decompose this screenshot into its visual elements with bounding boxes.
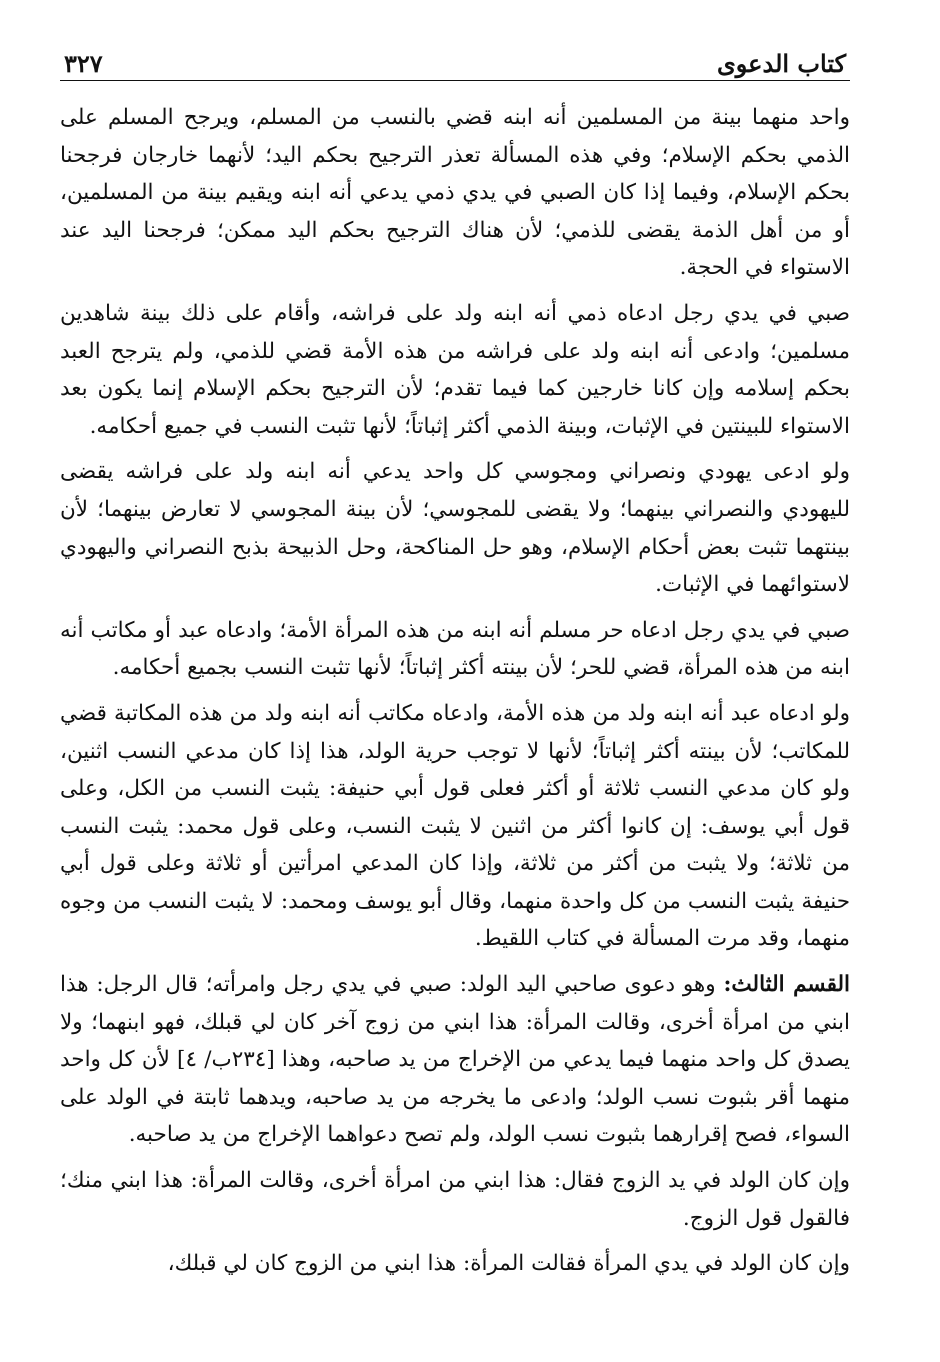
section-heading: القسم الثالث:	[723, 972, 850, 998]
paragraph	[60, 1245, 850, 1283]
paragraph	[60, 99, 850, 287]
page-number: ٣٢٧	[64, 49, 103, 78]
running-header	[60, 38, 850, 81]
book-title: كتاب الدعوى	[716, 49, 846, 78]
paragraph	[60, 966, 850, 1154]
paragraph-text: ولو ادعاه عبد أنه ابنه ولد من هذه الأمة، وادعاه مكاتب أنه ابنه ولد من هذه المكاتبة قضي للمكاتب؛ لأن بينته أكثر إثباتاً؛ لأنها لا توجب حرية الولد، هذا إذا كان مدعي النسب اثنين، ولو كان مدعي النسب ثلاثة أو أكثر فعلى قول أبي حنيفة: يثبت النسب من الكل، وعلى قول أبي يوسف: إن كانوا أكثر من اثنين لا يثبت النسب، وعلى قول محمد: يثبت النسب من ثلاثة؛ ولا يثبت من أكثر من ثلاثة، وإذا كان المدعي امرأتين أو ثلاثة وعلى قول أبي حنيفة يثبت النسب من كل واحدة منهما، وقال أبو يوسف ومحمد: لا يثبت النسب من وجوه منهما، وقد مرت المسألة في كتاب اللقيط.	[60, 700, 850, 952]
paragraph	[60, 695, 850, 958]
page-body	[60, 99, 850, 1283]
paragraph	[60, 1162, 850, 1237]
paragraph	[60, 295, 850, 445]
paragraph-text: وهو دعوى صاحبي اليد الولد: صبي في يدي رجل وامرأته؛ قال الرجل: هذا ابني من امرأة أخرى، وقالت المرأة: هذا ابني من زوج آخر كان لي قبلك، فهو ابنهما؛ ولا يصدق كل واحد منهما فيما يدعي من الإخراج من يد صاحبه، وهذا [٢٣٤ب/ ٤] لأن كل واحد منهما أقر بثبوت نسب الولد؛ وادعى ما يخرجه من يد صاحبه، ويدهما ثابتة في الولد على السواء، فصح إقرارهما بثبوت نسب الولد، ولم تصح دعواهما الإخراج من يد صاحبه.	[60, 972, 850, 1148]
paragraph-text: وإن كان الولد في يدي المرأة فقالت المرأة: هذا ابني من الزوج كان لي قبلك،	[167, 1251, 850, 1277]
paragraph-text: صبي في يدي رجل ادعاه ذمي أنه ابنه ولد على فراشه، وأقام على ذلك بينة شاهدين مسلمين؛ وادعى أنه ابنه ولد على فراشه من هذه الأمة قضي للذمي، ولم يترجح العبد بحكم إسلامه وإن كانا خارجين كما فيما تقدم؛ لأن الترجيح بحكم الإسلام إنما يكون بعد الاستواء للبينتين في الإثبات، وبينة الذمي أكثر إثباتاً؛ لأنها تثبت النسب في جميع أحكامه.	[60, 300, 850, 439]
paragraph-text: وإن كان الولد في يد الزوج فقال: هذا ابني من امرأة أخرى، وقالت المرأة: هذا ابني منك؛ فالقول قول الزوج.	[60, 1168, 850, 1231]
paragraph-text: ولو ادعى يهودي ونصراني ومجوسي كل واحد يدعي أنه ابنه ولد على فراشه يقضى لليهودي والنصراني بينهما؛ ولا يقضى للمجوسي؛ لأن بينة المجوسي لا تعارض بينهما؛ لأن بينتهما تثبت بعض أحكام الإسلام، وهو حل المناكحة، وحل الذبيحة بذبح النصراني واليهودي لاستوائهما في الإثبات.	[60, 459, 850, 598]
paragraph-text: صبي في يدي رجل ادعاه حر مسلم أنه ابنه من هذه المرأة الأمة؛ وادعاه عبد أو مكاتب أنه ابنه من هذه المرأة، قضي للحر؛ لأن بينته أكثر إثباتاً؛ لأنها تثبت النسب بجميع أحكامه.	[60, 617, 850, 681]
paragraph-text: واحد منهما بينة من المسلمين أنه ابنه قضي بالنسب من المسلم، ويرجح المسلم على الذمي بحكم الإسلام؛ وفي هذه المسألة تعذر الترجيح بحكم اليد؛ لأنهما خارجان فرجحنا بحكم الإسلام، وفيما إذا كان الصبي في يدي ذمي يدعي أنه ابنه ويقيم بينة من المسلمين، أو من أهل الذمة يقضى للذمي؛ لأن هناك الترجيح بحكم اليد ممكن؛ فرجحنا اليد عند الاستواء في الحجة.	[60, 105, 850, 281]
paragraph	[60, 453, 850, 603]
book-page	[60, 38, 850, 1338]
paragraph	[60, 612, 850, 687]
